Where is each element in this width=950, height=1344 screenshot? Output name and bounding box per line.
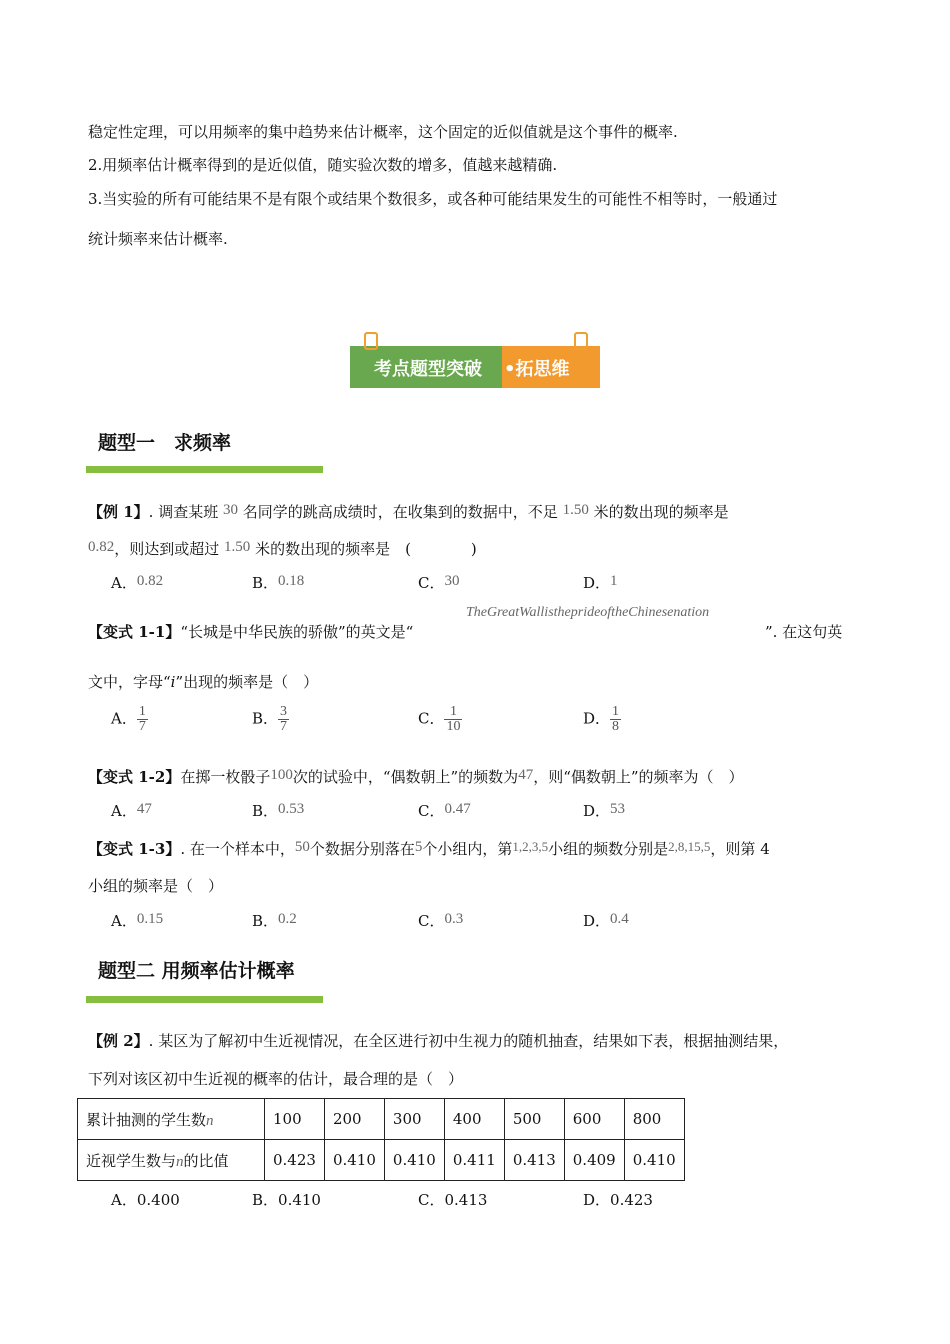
fraction (610, 705, 621, 734)
option-value: 0.47 (444, 801, 471, 817)
ex1-option-d[interactable] (583, 572, 618, 593)
intro-line-3: 3.当实验的所有可能结果不是有限个或结果个数很多，或各种可能结果发生的可能性不相等时，一般通过 (88, 190, 778, 208)
example-2-label: 【例 2】 (88, 1032, 149, 1050)
banner-left-text: 考点题型突破 (374, 359, 482, 380)
example-2-line-2: 下列对该区初中生近视的概率的估计，最合理的是（ ） (88, 1070, 464, 1088)
ex1-option-b[interactable] (252, 572, 304, 593)
v11-option-c[interactable] (418, 705, 462, 734)
denominator: 10 (446, 719, 461, 734)
table-cell: 0.411 (444, 1140, 504, 1181)
option-letter: C． (418, 802, 445, 820)
option-value: 0.413 (444, 1191, 488, 1209)
example-1-label: 【例 1】 (88, 503, 149, 521)
option-letter: B． (252, 802, 279, 820)
intro-line-4: 统计频率来估计概率. (88, 230, 228, 248)
numerator: 1 (138, 704, 146, 719)
n-symbol: n (206, 1112, 214, 1129)
example-1-line-1 (88, 501, 729, 522)
numerator: 1 (612, 704, 620, 719)
table-cell: 0.409 (564, 1140, 624, 1181)
option-value: 0.423 (610, 1191, 653, 1209)
math-groups: 1,2,3,5 (512, 839, 549, 854)
variant-1-1-line-1 (88, 621, 413, 642)
option-value: 1 (610, 573, 618, 589)
v12-option-a[interactable] (111, 800, 152, 821)
option-value: 0.2 (278, 911, 297, 927)
table-cell: 200 (324, 1099, 384, 1140)
ex2-option-a[interactable] (111, 1189, 180, 1210)
text: 个小组内，第 (422, 840, 513, 858)
denominator: 7 (138, 719, 146, 734)
option-value: 0.410 (278, 1191, 321, 1209)
option-letter: A． (111, 802, 137, 820)
section-2-underline (86, 996, 323, 1003)
v11-option-a[interactable] (111, 705, 148, 734)
ex2-option-d[interactable] (583, 1189, 653, 1210)
option-value: 0.400 (136, 1191, 180, 1209)
option-value: 0.4 (610, 911, 629, 927)
section-1-title: 题型一 求频率 (98, 432, 232, 454)
text: . 在一个样本中， (180, 840, 295, 858)
section-1-underline (86, 466, 323, 473)
option-letter: C． (418, 1191, 445, 1209)
variant-1-3-label: 【变式 1-3】 (88, 840, 181, 858)
row-label: 累计抽测的学生数 (86, 1110, 207, 1129)
option-letter: C． (418, 709, 445, 728)
option-value: 47 (136, 801, 152, 817)
table-row (78, 1099, 685, 1140)
table-header-cell (78, 1140, 265, 1181)
variant-1-2-label: 【变式 1-2】 (88, 768, 181, 786)
variant-1-3-line-1 (88, 838, 770, 859)
v13-option-d[interactable] (583, 910, 629, 931)
text: ，则第 4 (710, 840, 770, 858)
v13-option-a[interactable] (111, 910, 163, 931)
option-value: 30 (444, 573, 460, 589)
text: . 某区为了解初中生近视情况，在全区进行初中生视力的随机抽查，结果如下表，根据抽测结果， (148, 1032, 789, 1050)
denominator: 7 (280, 719, 288, 734)
option-letter: A． (111, 1191, 137, 1209)
text: “长城是中华民族的骄傲”的英文是“ (180, 623, 414, 641)
option-letter: C． (418, 574, 445, 592)
fraction (444, 705, 462, 734)
option-letter: D． (583, 709, 611, 728)
intro-line-2: 2.用频率估计概率得到的是近似值，随实验次数的增多，值越来越精确. (88, 156, 558, 174)
option-letter: B． (252, 709, 279, 728)
example-2-line-1 (88, 1030, 788, 1051)
table-cell: 0.410 (384, 1140, 444, 1181)
fraction (137, 705, 148, 734)
option-letter: D． (583, 802, 611, 820)
variant-1-1-label: 【变式 1-1】 (88, 623, 181, 641)
option-value: 0.82 (136, 573, 164, 589)
variant-1-2-line (88, 766, 744, 787)
text: ，则“偶数朝上”的频率为（ ） (533, 768, 744, 786)
option-letter: B． (252, 1191, 279, 1209)
fraction (278, 705, 289, 734)
v13-option-c[interactable] (418, 910, 463, 931)
text: 米的数出现的频率是 ( ) (255, 540, 477, 558)
option-letter: B． (252, 912, 279, 930)
table-cell: 0.410 (624, 1140, 684, 1181)
table-cell: 800 (624, 1099, 684, 1140)
v12-option-b[interactable] (252, 800, 304, 821)
denominator: 8 (612, 719, 620, 734)
math-082: 0.82 (88, 539, 115, 555)
section-banner (350, 346, 600, 388)
option-letter: D． (583, 1191, 611, 1209)
math-5: 5 (414, 839, 423, 855)
math-150: 1.50 (562, 502, 589, 518)
ex2-option-b[interactable] (252, 1189, 321, 1210)
option-letter: D． (583, 574, 611, 592)
text: 名同学的跳高成绩时，在收集到的数据中，不足 (242, 503, 558, 521)
math-30: 30 (223, 502, 238, 518)
numerator: 1 (444, 705, 462, 720)
table-cell: 400 (444, 1099, 504, 1140)
option-letter: C． (418, 912, 445, 930)
variant-1-3-line-2: 小组的频率是（ ） (88, 877, 224, 895)
option-letter: A． (111, 709, 137, 728)
text: ，则达到或超过 (114, 540, 220, 558)
ex1-option-a[interactable] (111, 572, 163, 593)
numerator: 3 (280, 704, 288, 719)
table-cell: 100 (265, 1099, 325, 1140)
paper-clip-icon (364, 332, 378, 350)
option-value: 0.3 (444, 911, 464, 927)
option-value: 0.53 (278, 801, 305, 817)
ex1-option-c[interactable] (418, 572, 459, 593)
english-sentence: TheGreatWallistheprideoftheChinesenation (466, 605, 710, 620)
example-1-line-2 (88, 538, 477, 559)
variant-1-1-line-1-end: ”. 在这句英 (765, 623, 843, 641)
text: . 调查某班 (148, 503, 219, 521)
table-row (78, 1140, 685, 1181)
data-table (77, 1098, 685, 1181)
v11-option-d[interactable] (583, 705, 621, 734)
math-50: 50 (294, 839, 310, 855)
letter-i: i (170, 673, 176, 691)
text: 文中，字母“ (88, 673, 171, 691)
row-label: 的比值 (183, 1151, 229, 1170)
table-cell: 0.413 (504, 1140, 564, 1181)
ex2-option-c[interactable] (418, 1189, 487, 1210)
intro-line-1: 稳定性定理，可以用频率的集中趋势来估计概率，这个固定的近似值就是这个事件的概率. (88, 123, 678, 141)
n-symbol: n (176, 1153, 184, 1170)
table-cell: 0.423 (265, 1140, 325, 1181)
v12-option-d[interactable] (583, 800, 625, 821)
text: 小组的频数分别是 (548, 840, 669, 858)
option-letter: A． (111, 912, 137, 930)
v12-option-c[interactable] (418, 800, 471, 821)
text: 次的试验中，“偶数朝上”的频数为 (292, 768, 519, 786)
text: ”出现的频率是（ ） (175, 673, 319, 691)
option-value: 0.15 (136, 911, 164, 927)
text: 米的数出现的频率是 (593, 503, 729, 521)
banner-right-text: •拓思维 (504, 359, 570, 380)
option-value: 53 (610, 801, 626, 817)
option-value: 0.18 (278, 573, 305, 589)
option-letter: B． (252, 574, 279, 592)
variant-1-1-line-2 (88, 671, 318, 692)
table-cell: 300 (384, 1099, 444, 1140)
section-2-title: 题型二 用频率估计概率 (98, 960, 295, 982)
v11-option-b[interactable] (252, 705, 289, 734)
math-47: 47 (518, 767, 534, 783)
v13-option-b[interactable] (252, 910, 297, 931)
table-cell: 600 (564, 1099, 624, 1140)
table-cell: 0.410 (324, 1140, 384, 1181)
text: 在掷一枚骰子 (180, 768, 271, 786)
math-freqs: 2,8,15,5 (668, 839, 711, 854)
math-100: 100 (270, 767, 293, 783)
math-150b: 1.50 (224, 539, 251, 555)
row-label: 近视学生数与 (86, 1151, 177, 1170)
option-letter: A． (111, 574, 137, 592)
option-letter: D． (583, 912, 611, 930)
table-header-cell (78, 1099, 265, 1140)
text: 个数据分别落在 (309, 840, 415, 858)
table-cell: 500 (504, 1099, 564, 1140)
paper-clip-icon (574, 332, 588, 350)
